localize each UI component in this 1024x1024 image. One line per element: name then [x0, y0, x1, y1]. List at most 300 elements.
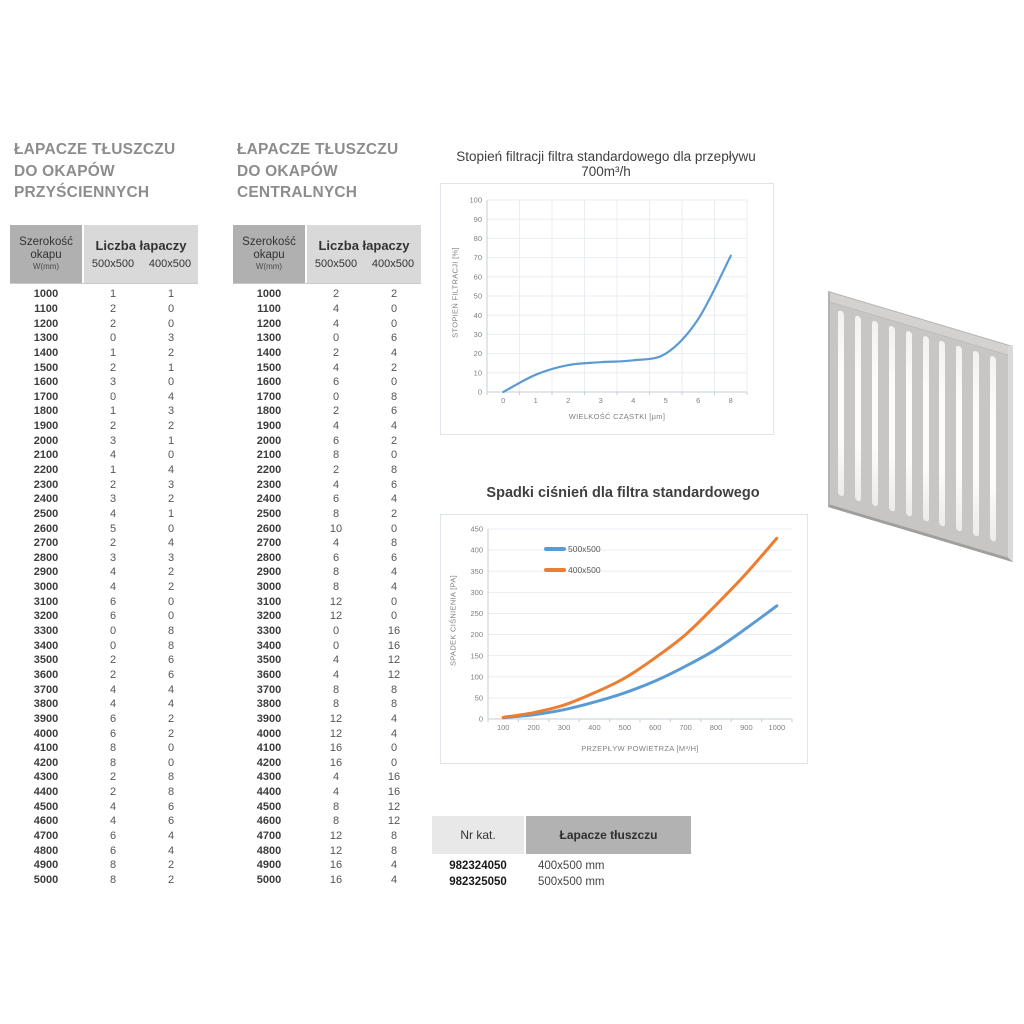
catcher-count-value: 4	[109, 449, 117, 462]
catcher-count-value: 12	[329, 610, 343, 623]
svg-text:400: 400	[470, 545, 483, 555]
table-row	[10, 697, 198, 712]
catcher-count-value: 8	[332, 815, 340, 828]
table-row	[233, 843, 421, 858]
table-row	[233, 404, 421, 419]
col-header-500x500: 500x500	[314, 258, 358, 270]
catcher-count-value: 6	[109, 712, 117, 725]
svg-text:100: 100	[469, 195, 482, 205]
catcher-count-value: 3	[167, 405, 175, 418]
svg-text:300: 300	[470, 587, 483, 597]
catcher-count-value: 6	[390, 478, 398, 491]
catcher-count-value: 2	[109, 420, 117, 433]
catcher-count-value: 2	[332, 288, 340, 301]
hood-width-value: 2700	[33, 537, 59, 550]
catcher-count-value: 1	[167, 434, 175, 447]
svg-text:0: 0	[501, 396, 506, 405]
table-row	[10, 829, 198, 844]
catcher-count-value: 1	[109, 288, 117, 301]
catcher-count-value: 4	[109, 566, 117, 579]
catcher-count-value: 6	[390, 551, 398, 564]
hood-width-value: 4800	[256, 844, 282, 857]
hood-width-value: 3100	[33, 595, 59, 608]
table-row	[233, 697, 421, 712]
svg-text:200: 200	[470, 630, 483, 640]
catcher-count-value: 2	[109, 478, 117, 491]
catalog-body	[432, 858, 691, 890]
col-header-400x500: 400x500	[371, 258, 415, 270]
catcher-count-value: 0	[109, 639, 117, 652]
group-header: Liczba łapaczy	[318, 238, 410, 253]
legend-swatch-orange	[544, 568, 566, 572]
catcher-count-value: 2	[167, 859, 175, 872]
grease-catchers-header: Łapacze tłuszczu	[526, 816, 691, 854]
catcher-count-value: 4	[167, 683, 175, 696]
catcher-count-value: 4	[332, 654, 340, 667]
hood-width-value: 3000	[33, 581, 59, 594]
hood-width-value: 1600	[256, 376, 282, 389]
table-row	[233, 565, 421, 580]
catcher-count-value: 6	[109, 727, 117, 740]
table-row	[10, 785, 198, 800]
catcher-count-value: 0	[390, 742, 398, 755]
pressure-chart	[440, 514, 808, 764]
table-row	[10, 741, 198, 756]
catcher-count-value: 16	[329, 859, 343, 872]
table-row	[233, 331, 421, 346]
filter-slot	[906, 330, 912, 517]
table-row	[233, 609, 421, 624]
catcher-count-value: 2	[390, 361, 398, 374]
svg-text:70: 70	[473, 253, 482, 263]
svg-text:1000: 1000	[768, 723, 786, 732]
table-row	[10, 360, 198, 375]
title-line: DO OKAPÓW	[14, 162, 115, 180]
catcher-count-value: 0	[390, 317, 398, 330]
filter-slot	[838, 310, 844, 497]
catcher-count-value: 8	[332, 800, 340, 813]
hood-width-value: 2400	[256, 493, 282, 506]
hood-width-value: 4400	[256, 786, 282, 799]
table-row	[233, 799, 421, 814]
catcher-count-value: 0	[167, 522, 175, 535]
catcher-count-value: 4	[390, 873, 398, 886]
catcher-count-value: 12	[329, 830, 343, 843]
catcher-count-value: 2	[167, 346, 175, 359]
hood-width-value: 1100	[34, 302, 58, 315]
hood-width-value: 3200	[33, 610, 59, 623]
baffle-grease-filter-image	[828, 291, 1013, 562]
catcher-count-value: 8	[332, 683, 340, 696]
hood-width-value: 4600	[33, 815, 59, 828]
hood-width-value: 4700	[256, 830, 282, 843]
catcher-count-value: 4	[390, 859, 398, 872]
svg-text:1: 1	[533, 396, 538, 405]
catcher-count-value: 8	[109, 742, 117, 755]
table-row	[10, 404, 198, 419]
catcher-count-value: 8	[109, 873, 117, 886]
catcher-count-value: 4	[390, 712, 398, 725]
hood-width-value: 1600	[33, 376, 59, 389]
title-line: ŁAPACZE TŁUSZCZU	[237, 141, 399, 158]
legend-item-500x500	[544, 544, 601, 554]
svg-text:400: 400	[588, 723, 601, 732]
hood-width-header	[10, 225, 82, 283]
catcher-count-value: 2	[109, 361, 117, 374]
catcher-count-value: 0	[167, 302, 175, 315]
catcher-count-value: 10	[329, 522, 343, 535]
catcher-count-value: 8	[390, 844, 398, 857]
table-row	[233, 477, 421, 492]
hood-width-value: 2200	[256, 464, 282, 476]
catcher-count-value: 6	[167, 668, 175, 681]
table-row	[10, 346, 198, 361]
table-row	[10, 638, 198, 653]
catcher-count-value: 12	[329, 712, 343, 725]
svg-text:60: 60	[473, 272, 482, 282]
svg-text:350: 350	[470, 566, 483, 576]
chart1-xlabel: WIELKOŚĆ CZĄSTKI [µm]	[568, 412, 666, 421]
svg-text:150: 150	[470, 651, 483, 661]
table-row	[10, 551, 198, 566]
hood-width-value: 2800	[33, 551, 59, 564]
catcher-count-value: 12	[329, 844, 343, 857]
svg-text:50: 50	[473, 291, 482, 301]
hood-width-value: 2300	[256, 478, 282, 491]
catcher-count-value: 8	[390, 698, 398, 711]
section-title-central-hoods	[237, 139, 398, 204]
table-row	[233, 448, 421, 463]
catcher-count-value: 2	[167, 420, 175, 433]
catcher-count-value: 16	[329, 742, 343, 755]
pressure-chart-plot	[441, 515, 807, 763]
table-row	[233, 536, 421, 551]
catcher-count-value: 16	[387, 771, 401, 784]
central-hoods-table	[233, 225, 421, 887]
svg-text:450: 450	[470, 524, 483, 534]
catcher-count-value: 0	[167, 756, 175, 769]
table-row	[10, 814, 198, 829]
catcher-count-value: 0	[109, 332, 117, 345]
catcher-count-value: 4	[109, 683, 117, 696]
svg-text:800: 800	[709, 723, 723, 732]
svg-text:5: 5	[663, 396, 668, 405]
catcher-count-value: 0	[332, 639, 340, 652]
table-row	[10, 770, 198, 785]
catcher-count-value: 8	[167, 625, 175, 638]
col-header-500x500: 500x500	[91, 258, 135, 270]
catcher-count-value: 8	[167, 639, 175, 652]
catalog-table	[432, 816, 691, 890]
catcher-count-value: 8	[167, 771, 175, 784]
hood-width-value: 3700	[256, 683, 282, 696]
header-text: Szerokość	[19, 236, 73, 248]
table-row	[10, 331, 198, 346]
catcher-count-value: 8	[390, 537, 398, 550]
catcher-count-value: 2	[109, 317, 117, 330]
hood-width-value: 1500	[33, 361, 59, 374]
catcher-count-value: 2	[109, 786, 117, 799]
svg-text:40: 40	[473, 310, 482, 320]
catcher-count-value: 4	[332, 771, 340, 784]
catcher-count-value: 2	[167, 712, 175, 725]
svg-text:700: 700	[679, 723, 692, 732]
svg-text:8: 8	[728, 396, 733, 405]
hood-width-value: 4200	[256, 756, 282, 769]
chart2-ylabel: SPADEK CIŚNIENIA [PA]	[448, 574, 458, 667]
table-row	[233, 712, 421, 727]
legend-label: 500x500	[568, 544, 601, 554]
table-row	[10, 302, 198, 317]
hood-width-value: 1200	[256, 317, 282, 330]
catcher-count-value: 1	[167, 288, 175, 301]
catcher-count-value: 8	[390, 830, 398, 843]
catcher-count-value: 2	[109, 537, 117, 550]
table-row	[233, 316, 421, 331]
catcher-count-value: 2	[167, 566, 175, 579]
chart1-ylabel: STOPIEŃ FILTRACJI [%]	[450, 247, 460, 338]
hood-width-value: 2100	[256, 449, 282, 462]
table-row	[233, 638, 421, 653]
catcher-count-value: 0	[390, 522, 398, 535]
svg-text:200: 200	[527, 723, 540, 732]
filter-slot	[923, 335, 929, 522]
table-row	[10, 624, 198, 639]
hood-width-value: 3800	[33, 698, 59, 711]
table-row	[10, 609, 198, 624]
catcher-count-value: 4	[390, 420, 398, 433]
hood-width-value: 4100	[256, 742, 282, 755]
catcher-count-value: 2	[167, 873, 175, 886]
catcher-count-value: 1	[109, 346, 117, 359]
table-header	[10, 225, 198, 283]
table-row	[10, 799, 198, 814]
catcher-count-value: 8	[390, 390, 398, 403]
catcher-count-value: 0	[167, 376, 175, 389]
filter-slot	[973, 350, 979, 537]
hood-width-value: 1800	[256, 405, 282, 418]
catcher-count-value: 12	[329, 727, 343, 740]
hood-width-value: 4000	[256, 727, 282, 740]
svg-text:6: 6	[696, 396, 701, 405]
catcher-count-value: 2	[332, 346, 340, 359]
table-body	[233, 287, 421, 887]
catcher-count-value: 4	[332, 420, 340, 433]
catcher-count-value: 4	[390, 346, 398, 359]
catcher-count-value: 4	[332, 317, 340, 330]
hood-width-value: 4100	[33, 742, 59, 755]
catcher-count-value: 6	[167, 815, 175, 828]
catcher-count-value: 3	[109, 493, 117, 506]
catcher-count-value: 2	[167, 727, 175, 740]
catcher-count-value: 3	[109, 434, 117, 447]
table-row	[10, 448, 198, 463]
title-line: PRZYŚCIENNYCH	[14, 184, 150, 201]
catcher-count-value: 2	[109, 654, 117, 667]
catcher-count-value: 8	[332, 566, 340, 579]
hood-width-value: 3500	[256, 654, 282, 667]
catcher-count-value: 6	[332, 493, 340, 506]
hood-width-value: 4800	[33, 844, 59, 857]
legend-label: 400x500	[568, 565, 601, 575]
catcher-count-value: 6	[390, 332, 398, 345]
table-row	[10, 565, 198, 580]
catcher-count-value: 4	[332, 302, 340, 315]
catcher-count-value: 4	[390, 493, 398, 506]
hood-width-value: 4500	[33, 800, 59, 813]
hood-width-value: 1300	[256, 332, 282, 345]
catcher-count-value: 12	[329, 595, 343, 608]
catcher-count-value: 2	[109, 771, 117, 784]
table-row	[233, 521, 421, 536]
svg-text:4: 4	[631, 396, 636, 405]
hood-width-value: 3400	[256, 639, 282, 652]
table-row	[10, 316, 198, 331]
catcher-count-value: 0	[390, 756, 398, 769]
catcher-count-value: 3	[167, 551, 175, 564]
table-row	[10, 580, 198, 595]
hood-width-value: 1400	[256, 346, 282, 359]
table-row	[10, 682, 198, 697]
hood-width-value: 3900	[256, 712, 282, 725]
catcher-count-value: 8	[332, 698, 340, 711]
catcher-count-value: 16	[387, 639, 401, 652]
table-row	[233, 375, 421, 390]
table-row	[233, 433, 421, 448]
hood-width-value: 1700	[33, 390, 59, 403]
table-row	[233, 389, 421, 404]
hood-width-value: 3400	[33, 639, 59, 652]
hood-width-value: 2000	[33, 434, 59, 447]
table-row	[10, 375, 198, 390]
hood-width-value: 1200	[33, 317, 59, 330]
hood-width-value: 3200	[256, 610, 282, 623]
table-row	[233, 726, 421, 741]
table-row	[10, 726, 198, 741]
table-row	[233, 360, 421, 375]
catcher-count-value: 6	[332, 434, 340, 447]
table-row	[10, 507, 198, 522]
catcher-count-value: 16	[387, 786, 401, 799]
svg-text:500: 500	[618, 723, 632, 732]
catcher-count-value: 12	[387, 800, 401, 813]
catcher-count-value: 8	[167, 786, 175, 799]
catcher-count-value: 3	[109, 551, 117, 564]
hood-width-value: 1800	[33, 405, 59, 418]
hood-width-value: 2500	[256, 507, 282, 520]
table-row	[233, 419, 421, 434]
table-row	[10, 419, 198, 434]
catcher-count-value: 4	[109, 581, 117, 594]
table-row	[10, 477, 198, 492]
catcher-count-header	[84, 225, 198, 283]
chart1-title: Stopień filtracji filtra standardowego dla przepływu 700m³/h	[456, 149, 756, 179]
catcher-count-value: 0	[390, 376, 398, 389]
catcher-count-value: 2	[390, 288, 398, 301]
col-header-400x500: 400x500	[148, 258, 192, 270]
chart2-title: Spadki ciśnień dla filtra standardowego	[486, 485, 760, 501]
catcher-count-value: 4	[390, 566, 398, 579]
table-row	[10, 873, 198, 888]
catcher-count-value: 6	[109, 595, 117, 608]
catcher-count-value: 4	[390, 581, 398, 594]
table-row	[10, 492, 198, 507]
table-row	[233, 785, 421, 800]
catcher-count-value: 2	[332, 464, 340, 476]
catcher-count-value: 0	[332, 390, 340, 403]
chart2-xlabel: PRZEPŁYW POWIETRZA [M³/H]	[581, 744, 699, 753]
hood-width-value: 3800	[256, 698, 282, 711]
catcher-count-value: 2	[332, 405, 340, 418]
hood-width-value: 1000	[256, 288, 282, 301]
catcher-count-value: 4	[332, 668, 340, 681]
hood-width-value: 2100	[33, 449, 59, 462]
catcher-count-value: 2	[109, 302, 117, 315]
hood-width-value: 3300	[256, 625, 282, 638]
table-row	[10, 668, 198, 683]
filter-slot	[855, 315, 861, 502]
filter-slot	[956, 345, 962, 532]
table-row	[10, 653, 198, 668]
catcher-count-value: 4	[332, 361, 340, 374]
catalog-header	[432, 816, 691, 854]
table-row	[233, 873, 421, 888]
catcher-count-value: 16	[387, 625, 401, 638]
catcher-size: 500x500 mm	[538, 876, 605, 888]
svg-text:90: 90	[473, 214, 482, 224]
header-text: Szerokość	[242, 236, 296, 248]
catcher-count-value: 16	[329, 756, 343, 769]
catcher-count-value: 5	[109, 522, 117, 535]
hood-width-value: 1000	[33, 288, 59, 301]
svg-text:100: 100	[496, 723, 510, 732]
catalog-row	[432, 874, 691, 890]
hood-width-value: 1300	[33, 332, 59, 345]
filter-slot	[872, 320, 878, 507]
filter-slot	[939, 340, 945, 527]
catcher-count-value: 16	[329, 873, 343, 886]
table-row	[233, 624, 421, 639]
catcher-count-value: 8	[332, 581, 340, 594]
catcher-count-value: 4	[332, 537, 340, 550]
svg-text:30: 30	[473, 330, 482, 339]
catcher-count-value: 4	[167, 537, 175, 550]
catcher-count-value: 4	[109, 800, 117, 813]
catcher-count-value: 2	[109, 668, 117, 681]
catalog-number-header: Nr kat.	[432, 816, 524, 854]
hood-width-value: 2200	[33, 464, 59, 476]
catcher-count-value: 2	[167, 581, 175, 594]
catcher-count-value: 0	[332, 332, 340, 345]
catcher-count-value: 2	[390, 507, 398, 520]
table-row	[233, 741, 421, 756]
title-line: DO OKAPÓW	[237, 162, 338, 180]
catcher-count-value: 8	[109, 756, 117, 769]
catcher-count-value: 8	[109, 859, 117, 872]
hood-width-value: 3300	[33, 625, 59, 638]
hood-width-value: 2400	[33, 493, 59, 506]
catcher-count-value: 0	[390, 449, 398, 462]
table-row	[233, 492, 421, 507]
catcher-count-value: 6	[109, 830, 117, 843]
catcher-count-value: 4	[390, 727, 398, 740]
table-row	[10, 463, 198, 478]
title-line: ŁAPACZE TŁUSZCZU	[14, 141, 176, 158]
table-row	[233, 668, 421, 683]
catcher-count-value: 0	[167, 610, 175, 623]
svg-text:10: 10	[473, 368, 482, 378]
hood-width-value: 2700	[256, 537, 282, 550]
